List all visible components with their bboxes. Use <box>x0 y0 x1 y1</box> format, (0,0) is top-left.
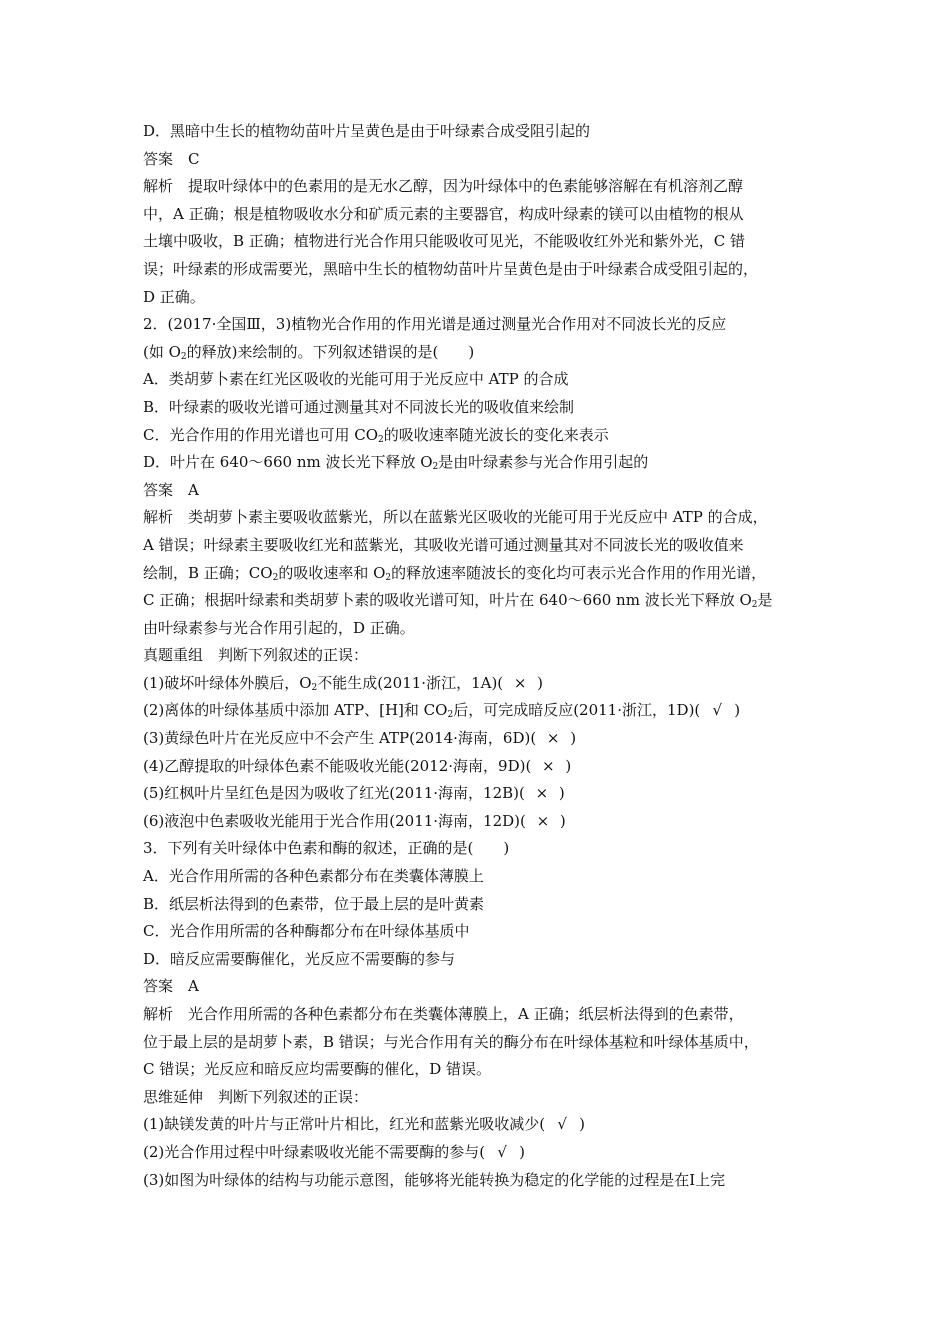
judgement-mark: × <box>513 673 527 692</box>
q1-answer: 答案 C <box>143 149 200 168</box>
judgement-mark: × <box>536 811 550 830</box>
bracket-close: ) <box>570 729 577 748</box>
subscript: 2 <box>311 682 318 693</box>
q2-stem-line-2 <box>143 339 823 367</box>
q2-option-a: A．类胡萝卜素在红光区吸收的光能可用于光反应中 ATP 的合成 <box>143 370 569 389</box>
item-text: (1)破坏叶绿体外膜后，O <box>143 673 312 692</box>
q3-option-b: B．纸层析法得到的色素带，位于最上层的是叶黄素 <box>143 894 485 913</box>
judgement-mark: × <box>546 729 560 748</box>
bracket-close: ) <box>537 673 544 692</box>
bracket-close: ) <box>565 756 572 775</box>
judgement-mark: √ <box>497 1142 507 1161</box>
q2-analysis-text-a: 绘制，B 正确；CO <box>143 563 273 582</box>
extension-item <box>143 1139 823 1167</box>
judgement-mark: √ <box>557 1115 567 1134</box>
subscript: 2 <box>180 351 187 362</box>
regroup-item <box>143 670 823 698</box>
q2-stem-text-a: (如 O <box>143 342 181 361</box>
q2-option-c-text-a: C．光合作用的作用光谱也可用 CO <box>143 425 379 444</box>
q1-analysis-line-1: 解析 提取叶绿体中的色素用的是无水乙醇，因为叶绿体中的色素能够溶解在有机溶剂乙醇 <box>143 177 744 196</box>
q3-option-d: D．暗反应需要酶催化，光反应不需要酶的参与 <box>143 949 456 968</box>
q2-option-d <box>143 449 823 477</box>
judgement-mark: × <box>535 784 549 803</box>
bracket-close: ) <box>734 701 741 720</box>
q2-analysis-text-c: 的释放速率随波长的变化均可表示光合作用的作用光谱， <box>391 563 767 582</box>
q2-option-d-text-a: D．叶片在 640～660 nm 波长光下释放 O <box>143 453 433 472</box>
q2-analysis-line-4 <box>143 587 823 615</box>
bracket-close: ) <box>558 784 565 803</box>
q3-option-c: C．光合作用所需的各种酶都分布在叶绿体基质中 <box>143 922 470 941</box>
q2-stem-line-1: 2．(2017·全国Ⅲ，3)植物光合作用的作用光谱是通过测量光合作用对不同波长光的反应 <box>143 315 727 334</box>
q1-analysis-line-3: 土壤中吸收，B 正确；植物进行光合作用只能吸收可见光，不能吸收红外光和紫外光，C 错 <box>143 232 746 251</box>
q3-answer: 答案 A <box>143 977 199 996</box>
item-text: (5)红枫叶片呈红色是因为吸收了红光(2011·海南，12B)( <box>143 784 525 803</box>
subscript: 2 <box>432 462 439 473</box>
item-text: (4)乙醇提取的叶绿体色素不能吸收光能(2012·海南，9D)( <box>143 756 532 775</box>
q2-analysis-line-2: A 错误；叶绿素主要吸收红光和蓝紫光，其吸收光谱可通过测量其对不同波长光的吸收值来 <box>143 535 744 554</box>
q2-analysis-text-b: 的吸收速率和 O <box>278 563 386 582</box>
regroup-item <box>143 753 823 781</box>
item-text: (3)黄绿色叶片在光反应中不会产生 ATP(2014·海南，6D)( <box>143 729 537 748</box>
regroup-item <box>143 725 823 753</box>
q2-option-c <box>143 422 823 450</box>
item-text: (2)离体的叶绿体基质中添加 ATP、[H]和 CO <box>143 701 448 720</box>
bracket-close: ) <box>519 1142 525 1161</box>
item-text: 后，可完成暗反应(2011·浙江，1D)( <box>453 701 701 720</box>
item-text: (1)缺镁发黄的叶片与正常叶片相比，红光和蓝紫光吸收减少( <box>143 1115 546 1134</box>
q2-option-c-text-b: 的吸收速率随光波长的变化来表示 <box>383 425 609 444</box>
regroup-title: 真题重组 判断下列叙述的正误： <box>143 646 369 665</box>
q3-stem: 3．下列有关叶绿体中色素和酶的叙述，正确的是( ) <box>143 839 510 858</box>
q3-analysis-line-3: C 错误；光反应和暗反应均需要酶的催化，D 错误。 <box>143 1060 492 1079</box>
subscript: 2 <box>385 572 392 583</box>
item-text: 不能生成(2011·浙江，1A)( <box>317 673 504 692</box>
q3-analysis-line-1: 解析 光合作用所需的各种色素都分布在类囊体薄膜上，A 正确；纸层析法得到的色素带， <box>143 1005 744 1023</box>
regroup-item <box>143 780 823 808</box>
judgement-mark: √ <box>712 701 723 720</box>
q2-analysis-line-3 <box>143 560 823 588</box>
extension-title: 思维延伸 判断下列叙述的正误： <box>143 1087 369 1106</box>
q1-analysis-line-5: D 正确。 <box>143 287 205 306</box>
q2-analysis-line-5: 由叶绿素参与光合作用引起的，D 正确。 <box>143 618 415 637</box>
regroup-item <box>143 808 823 836</box>
q1-analysis-line-4: 误；叶绿素的形成需要光，黑暗中生长的植物幼苗叶片呈黄色是由于叶绿素合成受阻引起的， <box>143 259 759 278</box>
q2-option-b: B．叶绿素的吸收光谱可通过测量其对不同波长光的吸收值来绘制 <box>143 397 575 416</box>
q3-option-a: A．光合作用所需的各种色素都分布在类囊体薄膜上 <box>143 867 484 886</box>
item-text: (2)光合作用过程中叶绿素吸收光能不需要酶的参与( <box>143 1142 486 1161</box>
bracket-close: ) <box>559 811 566 830</box>
q2-analysis-line-1: 解析 类胡萝卜素主要吸收蓝紫光，所以在蓝紫光区吸收的光能可用于光反应中 ATP 的合成， <box>143 508 768 527</box>
subscript: 2 <box>751 600 758 611</box>
q2-analysis-text-b: 是 <box>757 591 773 610</box>
subscript: 2 <box>447 710 454 721</box>
regroup-item <box>143 697 823 725</box>
judgement-mark: × <box>542 756 555 775</box>
q1-option-d: D．黑暗中生长的植物幼苗叶片呈黄色是由于叶绿素合成受阻引起的 <box>143 122 591 140</box>
subscript: 2 <box>272 572 279 583</box>
extension-item-3: (3)如图为叶绿体的结构与功能示意图，能够将光能转换为稳定的化学能的过程是在Ⅰ上完 <box>143 1170 726 1189</box>
q2-option-d-text-b: 是由叶绿素参与光合作用引起的 <box>438 453 649 472</box>
q2-answer: 答案 A <box>143 480 199 499</box>
bracket-close: ) <box>579 1115 585 1134</box>
document-page <box>143 118 823 1194</box>
q3-analysis-line-2: 位于最上层的是胡萝卜素，B 错误；与光合作用有关的酶分布在叶绿体基粒和叶绿体基质中， <box>143 1032 759 1051</box>
subscript: 2 <box>378 434 384 445</box>
item-text: (6)液泡中色素吸收光能用于光合作用(2011·海南，12D)( <box>143 811 526 830</box>
q2-stem-text-b: 的释放)来绘制的。下列叙述错误的是( ) <box>186 342 475 361</box>
extension-item <box>143 1111 823 1139</box>
q2-analysis-text-a: C 正确；根据叶绿素和类胡萝卜素的吸收光谱可知，叶片在 640～660 nm 波长光下释放 O <box>143 591 752 610</box>
q1-analysis-line-2: 中，A 正确；根是植物吸收水分和矿质元素的主要器官，构成叶绿素的镁可以由植物的根从 <box>143 204 744 223</box>
